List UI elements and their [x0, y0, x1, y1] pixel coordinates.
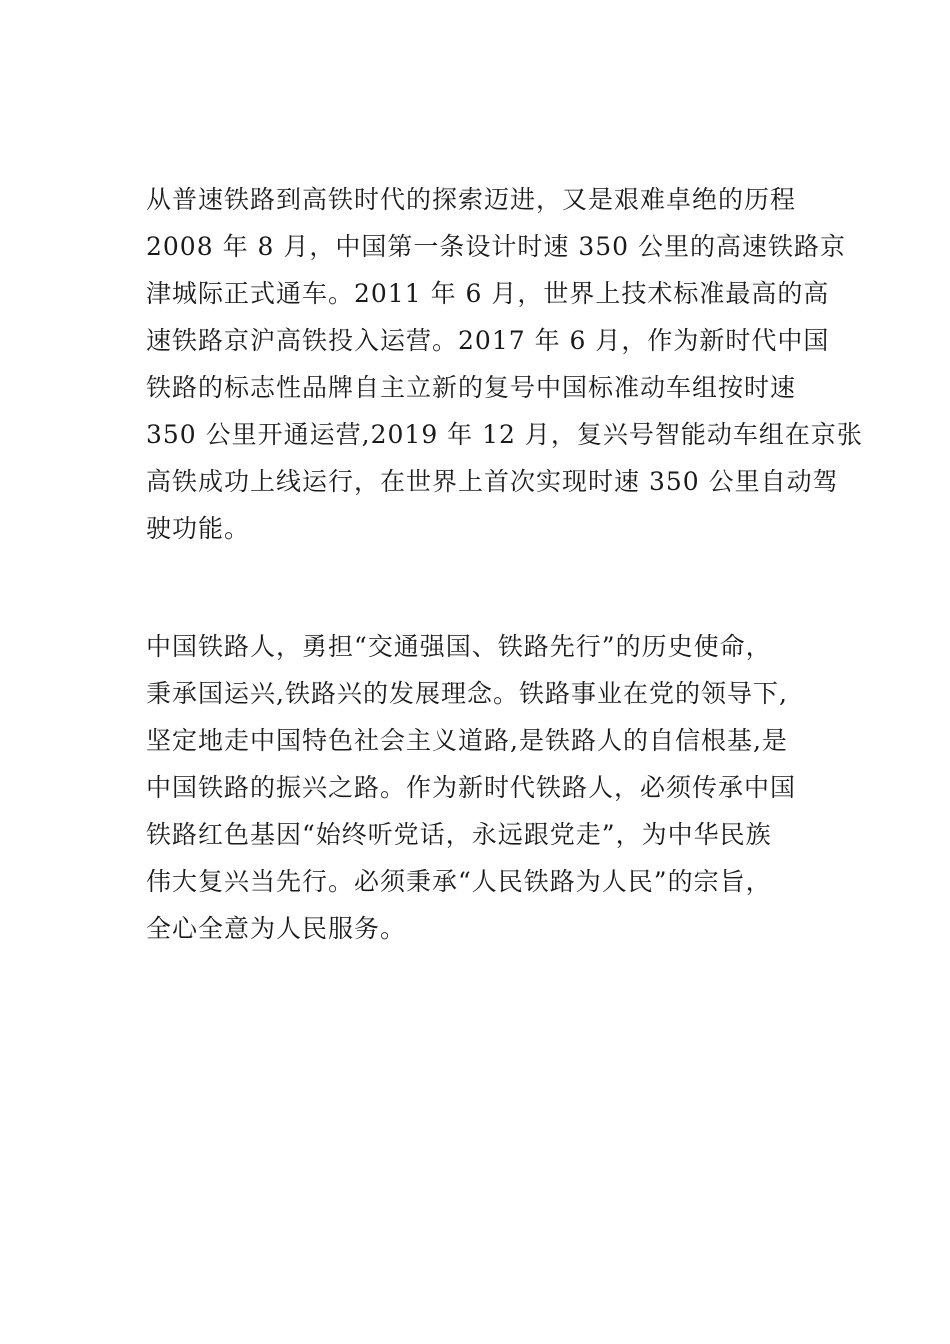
text-line: 高铁成功上线运行，在世界上首次实现时速 350 公里自动驾: [146, 467, 839, 496]
text-line: 驶功能。: [146, 514, 251, 543]
text-line: 伟大复兴当先行。必须秉承“人民铁路为人民”的宗旨，: [146, 867, 772, 896]
text-line: 坚定地走中国特色社会主义道路,是铁路人的自信根基,是: [146, 726, 788, 755]
text-line: 中国铁路人，勇担“交通强国、铁路先行”的历史使命，: [146, 632, 772, 661]
text-line: 铁路的标志性品牌自主立新的复号中国标准动车组按时速: [146, 373, 797, 402]
paragraph-railway-mission: [146, 623, 816, 952]
text-line: 速铁路京沪高铁投入运营。2017 年 6 月，作为新时代中国: [146, 326, 830, 355]
text-line: 铁路红色基因“始终听党话，永远跟党走”，为中华民族: [146, 820, 772, 849]
text-line: 从普速铁路到高铁时代的探索迈进，又是艰难卓绝的历程: [146, 185, 797, 214]
text-line: 2008 年 8 月，中国第一条设计时速 350 公里的高速铁路京: [146, 232, 846, 261]
text-line: 津城际正式通车。2011 年 6 月，世界上技术标准最高的高: [146, 279, 830, 308]
text-line: 350 公里开通运营,2019 年 12 月，复兴号智能动车组在京张: [146, 420, 863, 449]
text-line: 全心全意为人民服务。: [146, 914, 407, 943]
paragraph-railway-history: [146, 176, 863, 552]
text-line: 中国铁路的振兴之路。作为新时代铁路人，必须传承中国: [146, 773, 797, 802]
text-line: 秉承国运兴,铁路兴的发展理念。铁路事业在党的领导下,: [146, 679, 788, 708]
